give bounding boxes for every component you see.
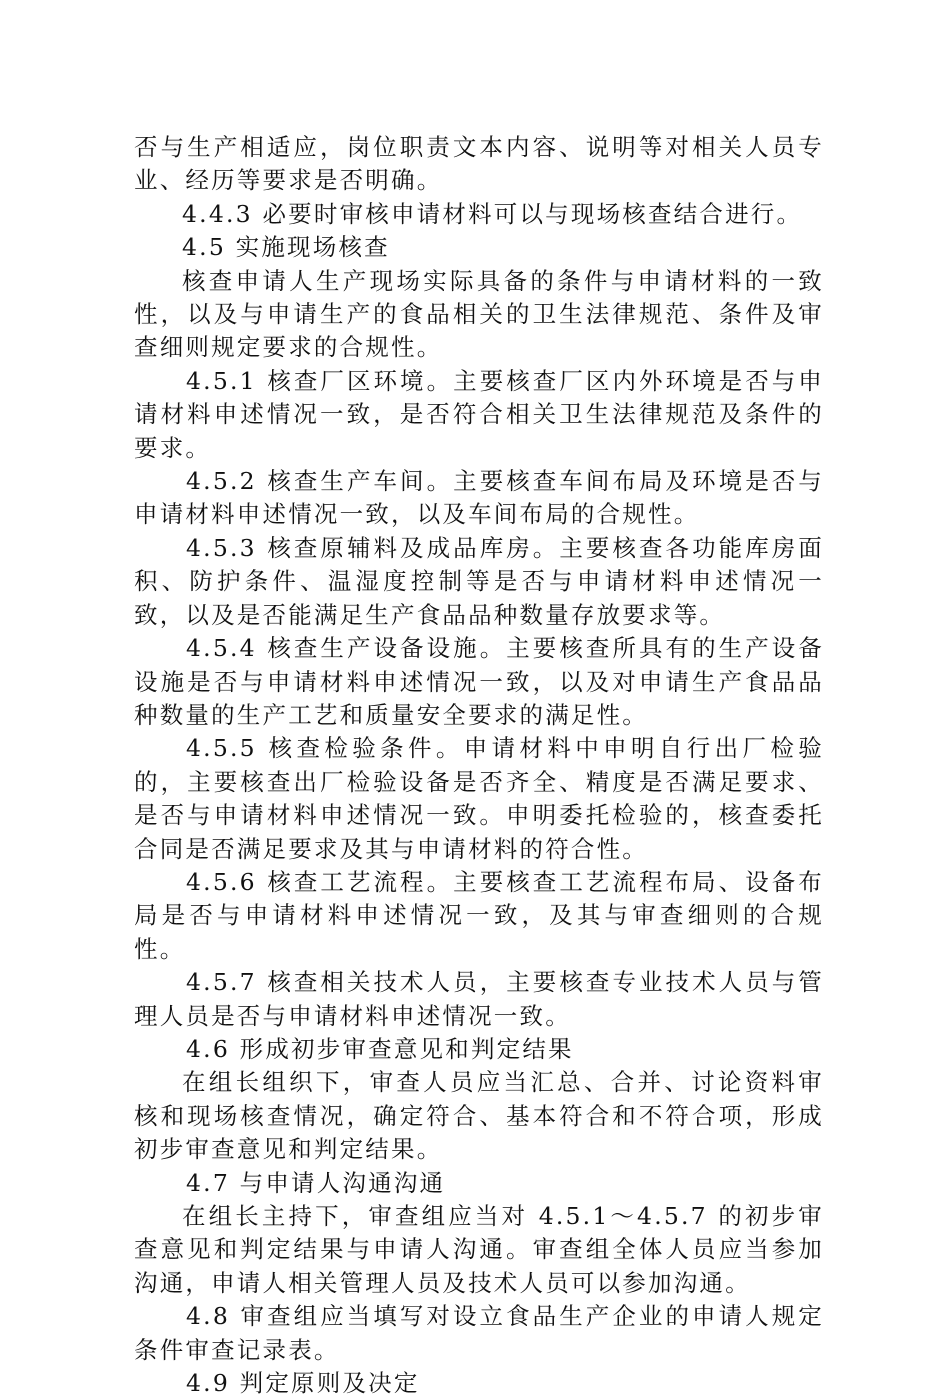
paragraph-4-5-5: 4.5.5 核查检验条件。申请材料中申明自行出厂检验的，主要核查出厂检验设备是否齐全、精度是否满足要求、是否与申请材料申述情况一致。申明委托检验的，核查委托合同是否满足要求及其与申请材料的符合性。: [134, 734, 824, 863]
paragraph-4-5-1: 4.5.1 核查厂区环境。主要核查厂区内外环境是否与申请材料申述情况一致，是否符合相关卫生法律规范及条件的要求。: [134, 366, 824, 462]
paragraph-4-6-body: 在组长组织下，审查人员应当汇总、合并、讨论资料审核和现场核查情况，确定符合、基本符合和不符合项，形成初步审查意见和判定结果。: [134, 1068, 824, 1164]
paragraph-continued: 否与生产相适应，岗位职责文本内容、说明等对相关人员专业、经历等要求是否明确。: [134, 133, 824, 195]
paragraph-4-7-body: 在组长主持下，审查组应当对 4.5.1～4.5.7 的初步审查意见和判定结果与申请人沟通。审查组全体人员应当参加沟通，申请人相关管理人员及技术人员可以参加沟通。: [134, 1202, 824, 1297]
heading-4-6: 4.6 形成初步审查意见和判定结果: [186, 1034, 574, 1063]
document-body: [134, 131, 824, 1400]
paragraph-4-5-2: 4.5.2 核查生产车间。主要核查车间布局及环境是否与申请材料申述情况一致，以及车间布局的合规性。: [134, 467, 824, 529]
heading-4-7: 4.7 与申请人沟通沟通: [186, 1168, 446, 1197]
paragraph-4-5-intro: 核查申请人生产现场实际具备的条件与申请材料的一致性，以及与申请生产的食品相关的卫生法律规范、条件及审查细则规定要求的合规性。: [134, 266, 824, 362]
paragraph-4-5-3: 4.5.3 核查原辅料及成品库房。主要核查各功能库房面积、防护条件、温湿度控制等是否与申请材料申述情况一致，以及是否能满足生产食品品种数量存放要求等。: [134, 533, 824, 629]
paragraph-4-5-7: 4.5.7 核查相关技术人员，主要核查专业技术人员与管理人员是否与申请材料申述情况一致。: [134, 968, 824, 1030]
paragraph-4-4-3: 4.4.3 必要时审核申请材料可以与现场核查结合进行。: [182, 199, 803, 228]
paragraph-4-5-6: 4.5.6 核查工艺流程。主要核查工艺流程布局、设备布局是否与申请材料申述情况一致，及其与审查细则的合规性。: [134, 867, 824, 963]
paragraph-4-8: 4.8 审查组应当填写对设立食品生产企业的申请人规定条件审查记录表。: [134, 1302, 824, 1364]
paragraph-4-5-4: 4.5.4 核查生产设备设施。主要核查所具有的生产设备设施是否与申请材料申述情况一致，以及对申请生产食品品种数量的生产工艺和质量安全要求的满足性。: [134, 634, 824, 729]
heading-4-5: 4.5 实施现场核查: [182, 233, 390, 262]
heading-4-9: 4.9 判定原则及决定: [186, 1369, 420, 1398]
